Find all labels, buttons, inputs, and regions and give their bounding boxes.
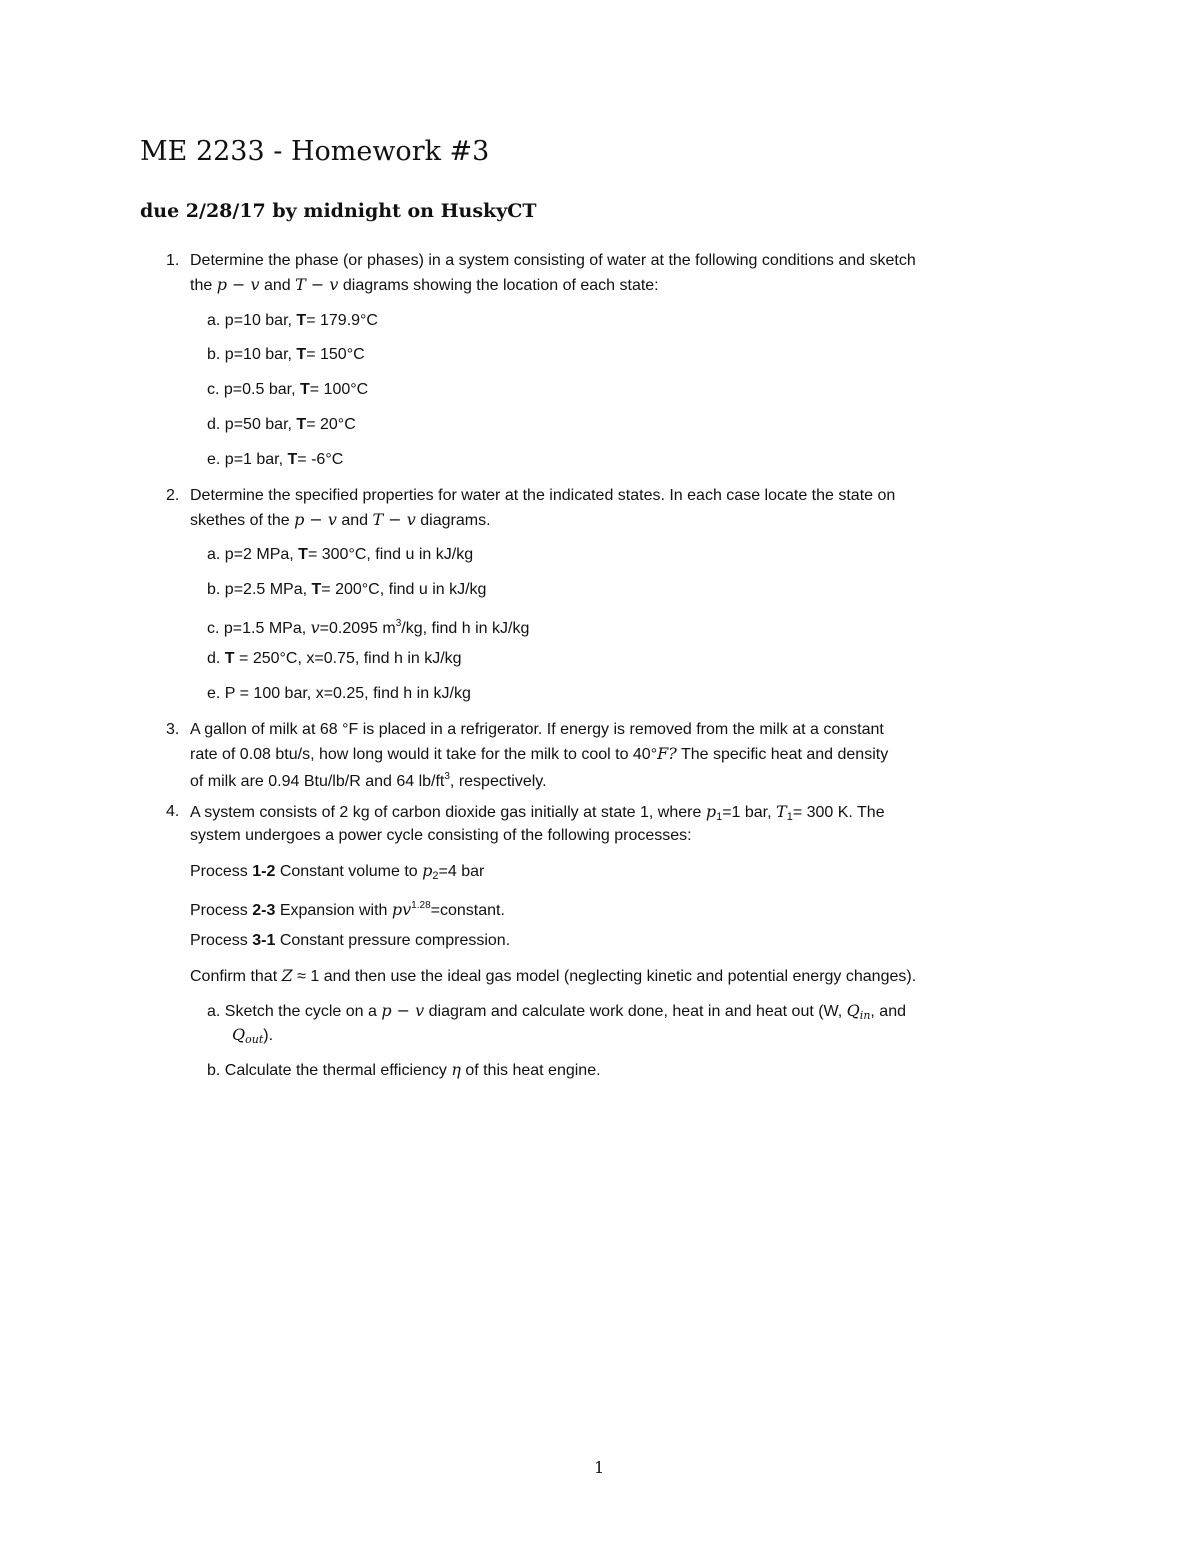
problem-text: of milk are 0.94 Btu/lb/R and 64 $lb/ft^3$, respectively.	[190, 771, 547, 790]
list-item: a. p=2 MPa, T= 300°C, find u in kJ/kg	[207, 546, 474, 563]
list-item: e. P = 100 bar, x=0.25, find h in kJ/kg	[207, 685, 471, 702]
problem-text: system undergoes a power cycle consisting of the following processes:	[190, 827, 692, 844]
problem-text: Confirm that Z ≈ 1 and then use the ideal gas model (neglecting kinetic and potential energy changes).	[190, 966, 917, 985]
problem-text: rate of 0.08 btu/s, how long would it take for the milk to cool to 40°F? The specific heat and density	[190, 744, 889, 763]
list-item: c. p=1.5 MPa, v=0.2095 $m^3/kg$, find h in kJ/kg	[207, 618, 530, 637]
list-item: e. p=1 bar, T= -6°C	[207, 451, 344, 468]
page-title: ME 2233 - Homework #3	[140, 136, 490, 167]
page-number: 1	[594, 1458, 605, 1477]
list-item: d. T = 250°C, x=0.75, find h in kJ/kg	[207, 650, 462, 667]
problem-number: 2.	[166, 487, 180, 504]
list-item: c. p=0.5 bar, T= 100°C	[207, 381, 369, 398]
list-item: b. Calculate the thermal efficiency η of this heat engine.	[207, 1060, 601, 1079]
problem-text: Determine the specified properties for water at the indicated states. In each case locate the state on	[190, 487, 896, 504]
list-item: b. p=10 bar, T= 150°C	[207, 346, 365, 363]
process-item: Process 2-3 Expansion with $pv^{1.28}=constant$.	[190, 900, 505, 919]
process-item: Process 1-2 Constant volume to $p_2=4$ bar	[190, 861, 485, 882]
problem-text: Determine the phase (or phases) in a system consisting of water at the following conditions and sketch	[190, 252, 916, 269]
problem-text: skethes of the p − v and T − v diagrams.	[190, 510, 491, 529]
due-date-subtitle: due 2/28/17 by midnight on HuskyCT	[140, 200, 537, 222]
list-item-continuation: $Q_{out}$).	[232, 1025, 274, 1046]
problem-number: 1.	[166, 252, 180, 269]
process-item: Process 3-1 Constant pressure compression.	[190, 932, 511, 949]
problem-number: 3.	[166, 721, 180, 738]
problem-text: A gallon of milk at 68 °F is placed in a refrigerator. If energy is removed from the milk at a constant	[190, 721, 884, 738]
problem-text: A system consists of 2 kg of carbon dioxide gas initially at state 1, where $p_1=1$ bar, $T_1= 300$ K. The	[190, 802, 885, 823]
list-item: a. Sketch the cycle on a p − v diagram and calculate work done, heat in and heat out (W, $Q_{in}$, and	[207, 1001, 906, 1022]
problem-number: 4.	[166, 803, 180, 820]
list-item: b. p=2.5 MPa, T= 200°C, find u in kJ/kg	[207, 581, 487, 598]
list-item: a. p=10 bar, T= 179.9°C	[207, 312, 378, 329]
list-item: d. p=50 bar, T= 20°C	[207, 416, 356, 433]
problem-text: the p − v and T − v diagrams showing the location of each state:	[190, 275, 659, 294]
